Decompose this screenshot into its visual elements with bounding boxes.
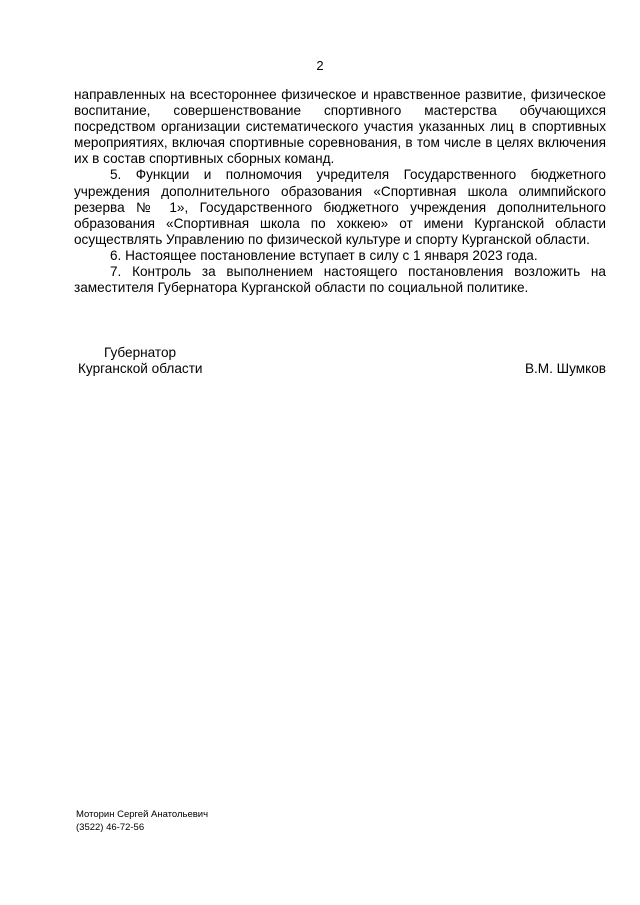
signatory-title-line2: Курганской области xyxy=(78,361,203,376)
signatory-title xyxy=(74,345,234,377)
paragraph-item-6: 6. Настоящее постановление вступает в силу с 1 января 2023 года. xyxy=(110,247,538,263)
signatory-name: В.М. Шумков xyxy=(524,361,606,376)
paragraph-item-7: 7. Контроль за выполнением настоящего постановления возложить на заместителя Губернатора Курганской области по социальной политике. xyxy=(74,264,606,296)
signatory-title-line1: Губернатор xyxy=(104,345,177,360)
page-number: 2 xyxy=(316,58,324,73)
paragraph-continuation: направленных на всестороннее физическое и нравственное развитие, физическое воспитание, совершенствование спортивного мастерства обучающихся посредством организации систематического участия указанных лиц в спортивных мероприятиях, включая спортивные соревнования, в том числе в целях включения их в состав спортивных сборных команд. xyxy=(74,87,606,167)
signature-block xyxy=(74,345,606,379)
executor-name: Моторин Сергей Анатольевич xyxy=(76,809,209,820)
document-body xyxy=(74,87,606,296)
executor-footer xyxy=(76,808,208,834)
executor-phone: (3522) 46-72-56 xyxy=(76,822,145,833)
paragraph-item-5: 5. Функции и полномочия учредителя Государственного бюджетного учреждения дополнительного образования «Спортивная школа олимпийского резерва № 1», Государственного бюджетного учреждения дополнительного образования «Спортивная школа по хоккею» от имени Курганской области осуществлять Управлению по физической культуре и спорту Курганской области. xyxy=(74,167,606,247)
